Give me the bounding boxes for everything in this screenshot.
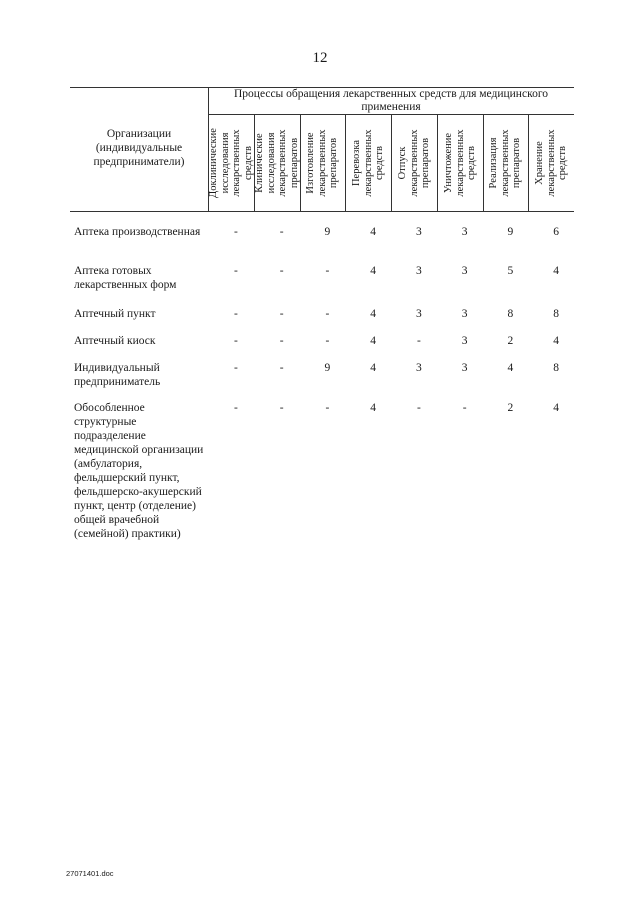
table-cell: 2 (507, 335, 514, 347)
table-cell: 6 (553, 226, 559, 238)
table-cell: 4 (370, 335, 376, 347)
table-cell: - (233, 308, 238, 320)
table-cell: 4 (370, 308, 376, 320)
table-cell: - (462, 402, 467, 414)
table-cell: 4 (370, 226, 376, 238)
column-header-label: Клинические исследования лекарственных препаратов (253, 129, 300, 197)
table-cell: - (233, 362, 238, 374)
table-cell: - (233, 265, 238, 277)
table-cell: - (279, 362, 284, 374)
table-cell: 3 (461, 226, 468, 238)
organization-name: Аптека готовых лекарственных форм (74, 265, 177, 291)
column-header-label: Хранение лекарственных средств (533, 129, 568, 197)
table-cell: 3 (416, 226, 422, 238)
column-header (391, 115, 437, 211)
page-number: 12 (312, 50, 328, 66)
table-cell: 4 (553, 402, 559, 414)
table-cell: - (325, 265, 330, 277)
column-header (483, 115, 529, 211)
table-cell: 2 (507, 402, 514, 414)
table-cell: 9 (324, 226, 331, 238)
table-cell: 4 (370, 402, 376, 414)
column-header (437, 115, 483, 211)
table-cell: - (416, 402, 421, 414)
table-cell: 4 (553, 265, 559, 277)
column-header-label: Реализация лекарственных препаратов (488, 129, 523, 197)
organization-name: Аптека производственная (74, 226, 201, 238)
table-cell: 4 (370, 265, 376, 277)
column-header (254, 115, 300, 211)
table-cell: - (325, 308, 330, 320)
table-cell: - (233, 335, 238, 347)
table-cell: 3 (416, 308, 422, 320)
table-cell: 9 (324, 362, 331, 374)
table-cell: - (279, 402, 284, 414)
table-cell: - (325, 335, 330, 347)
organization-name: Индивидуальный предприниматель (74, 362, 161, 388)
table-cell: 3 (461, 362, 468, 374)
table-cell: 4 (553, 335, 559, 347)
table-cell: - (279, 265, 284, 277)
column-header-label: Отпуск лекарственных препаратов (396, 129, 431, 197)
table-cell: - (325, 402, 330, 414)
table-cell: 4 (370, 362, 376, 374)
table-header-bottom-rule (70, 211, 574, 212)
org-column-header: Организации (индивидуальные предприниматели) (93, 128, 185, 168)
table-cell: - (279, 226, 284, 238)
table-cell: 3 (461, 335, 468, 347)
table-cell: 8 (553, 362, 559, 374)
table-cell: - (233, 402, 238, 414)
table-cell: - (233, 226, 238, 238)
table-cell: - (279, 335, 284, 347)
column-header (300, 115, 346, 211)
table-cell: 3 (416, 362, 422, 374)
footer-file-name: 27071401.doc (66, 869, 114, 878)
organization-name: Обособленное структурные подразделение медицинской организации (амбулатория, фельдшерский пункт, фельдшерско-акушерский пункт, центр (отделение) общей врачебной (семейной) практики) (74, 402, 204, 540)
column-header (345, 115, 391, 211)
organization-name: Аптечный киоск (74, 335, 156, 347)
column-header-label: Доклинические исследования лекарственных средств (207, 128, 254, 198)
column-header (528, 115, 574, 211)
table-cell: 4 (507, 362, 514, 374)
table-cell: 3 (461, 308, 468, 320)
table-cell: 8 (553, 308, 559, 320)
table-cell: 9 (507, 226, 514, 238)
table-cell: 8 (507, 308, 514, 320)
table-cell: - (416, 335, 421, 347)
column-header-label: Перевозка лекарственных средств (350, 129, 385, 197)
table-cell: 5 (507, 265, 514, 277)
table-cell: 3 (461, 265, 468, 277)
organization-name: Аптечный пункт (74, 308, 156, 320)
column-header-label: Уничтожение лекарственных средств (442, 129, 477, 197)
table-cell: - (279, 308, 284, 320)
processes-header: Процессы обращения лекарственных средств для медицинского применения (234, 88, 548, 113)
column-header (208, 115, 254, 211)
column-header-label: Изготовление лекарственных препаратов (305, 129, 340, 197)
table-cell: 3 (416, 265, 422, 277)
